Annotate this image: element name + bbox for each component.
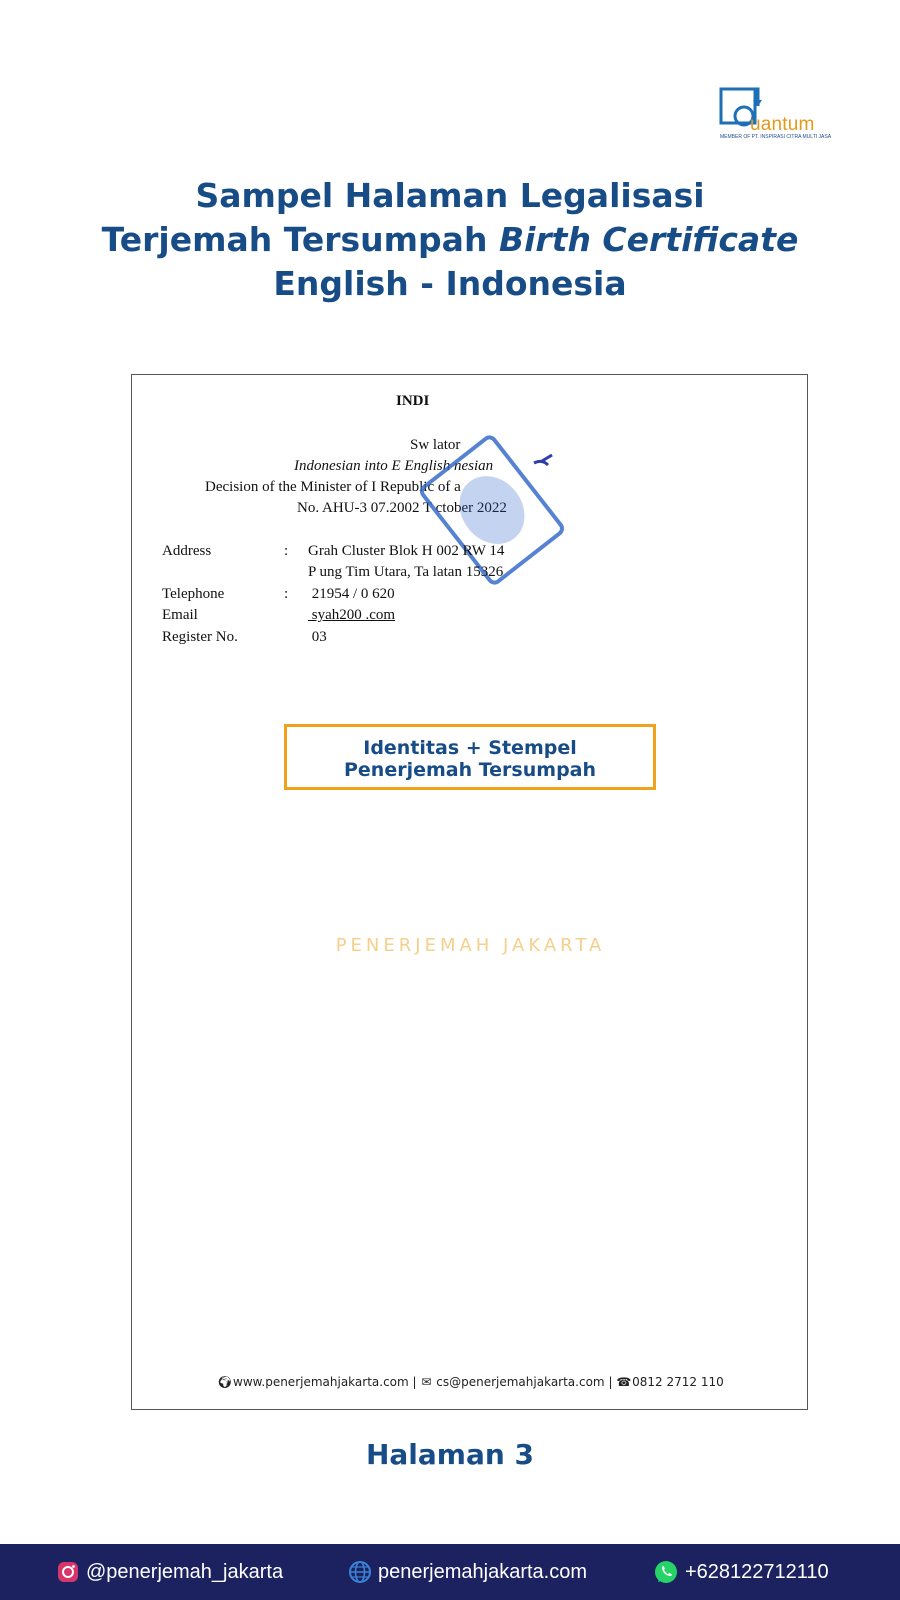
instagram-handle: @penerjemah_jakarta [86,1560,284,1583]
watermark: PENERJEMAH JAKARTA [335,935,606,956]
field-colon: : [284,543,289,559]
language-line: Indonesian into E English nesian [294,458,494,474]
field-value: syah200 .com [308,607,396,623]
identity-stamp-callout [284,724,656,790]
website-link[interactable] [348,1544,587,1600]
document-sheet [131,374,808,1410]
field-value: P ung Tim Utara, Ta latan 15326 [308,564,504,580]
footer-separator: | [412,1375,417,1389]
title-line-3: English - Indonesia [273,264,627,303]
logo-wordmark: uantum [750,114,815,135]
globe-icon: 🌍︎ [217,1375,233,1389]
footer-email: cs@penerjemahjakarta.com [436,1375,605,1389]
phone-icon: ☎ [616,1375,632,1389]
ahu-line: No. AHU-3 07.2002 T ctober 2022 [297,500,507,516]
title-line-1: Sampel Halaman Legalisasi [195,176,705,215]
field-colon: : [284,586,289,602]
footer-separator: | [608,1375,613,1389]
field-value: Grah Cluster Blok H 002 RW 14 [308,543,505,559]
mail-icon: ✉ [421,1375,432,1389]
page-title [0,174,900,306]
logo-subtitle: MEMBER OF PT. INSPIRASI CITRA MULTI JASA [720,134,832,140]
decision-line: Decision of the Minister of I Republic of a [205,479,461,495]
field-row-address-2 [162,564,503,581]
quantum-logo [718,84,838,150]
sworn-translator-line: Sw lator [410,437,461,453]
field-row-telephone [162,586,395,603]
title-line-2-plain: Terjemah Tersumpah [101,220,499,259]
footer-phone: 0812 2712 110 [632,1375,724,1389]
field-value: 21954 / 0 620 [308,586,395,602]
document-header: INDI [396,393,430,409]
callout-line-1: Identitas + Stempel [363,737,577,759]
field-label: Register No. [162,629,238,645]
callout-line-2: Penerjemah Tersumpah [343,759,597,781]
website-url: penerjemahjakarta.com [378,1560,587,1583]
title-line-2-italic: Birth Certificate [498,220,799,259]
title-line-2 [0,218,900,262]
field-row-register [162,629,327,646]
instagram-icon [56,1560,80,1584]
field-value: 03 [308,629,327,645]
whatsapp-link[interactable] [653,1544,829,1600]
field-row-email [162,607,395,624]
field-row-address [162,543,504,560]
whatsapp-number: +628122712110 [685,1560,829,1583]
instagram-link[interactable] [56,1544,283,1600]
contact-bar [0,1544,900,1600]
globe-icon [348,1560,372,1584]
field-label: Email [162,607,198,623]
field-label: Telephone [162,586,225,602]
whatsapp-icon [653,1559,679,1585]
page-number-label: Halaman 3 [365,1438,535,1471]
document-footer [132,1375,809,1389]
footer-website: www.penerjemahjakarta.com [233,1375,409,1389]
field-label: Address [162,543,212,559]
